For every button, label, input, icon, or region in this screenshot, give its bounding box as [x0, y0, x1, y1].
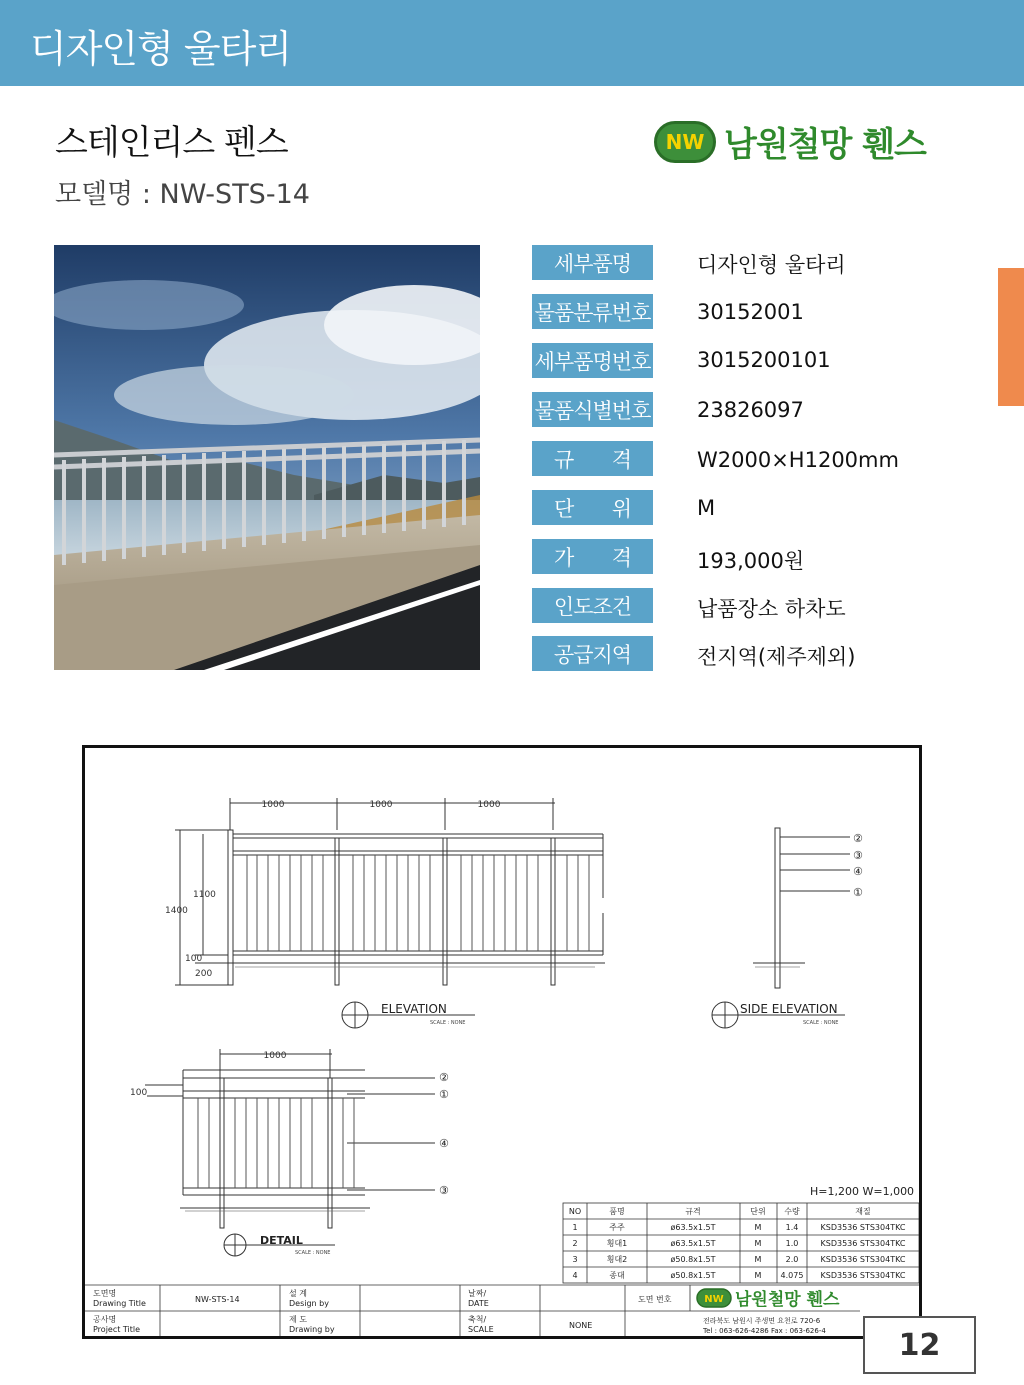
detail-marker-2: ② [439, 1071, 449, 1084]
side-marker-4: ④ [853, 865, 863, 878]
table-cell: 횡대2 [606, 1255, 628, 1264]
spec-label-price-b: 격 [611, 545, 631, 570]
dim-200: 200 [195, 969, 213, 979]
product-photo [54, 245, 480, 670]
table-cell: ø50.8x1.5T [670, 1271, 716, 1280]
side-tab [998, 268, 1024, 406]
table-cell: KSD3536 STS304TKC [820, 1255, 906, 1264]
table-cell: 1 [572, 1223, 578, 1232]
table-cell: 주주 [609, 1223, 625, 1232]
tb-date-en: DATE [468, 1299, 489, 1308]
header-title: 디자인형 울타리 [30, 27, 292, 71]
spec-label-region: 공급지역 [532, 636, 653, 671]
spec-label-unit [532, 490, 653, 525]
tb-drawn-en: Drawing by [289, 1325, 335, 1334]
detail-scale: SCALE : NONE [295, 1250, 331, 1256]
tb-drawing-title-ko: 도면명 [93, 1289, 117, 1298]
elevation-label: ELEVATION [381, 1002, 447, 1016]
tb-scale-value: NONE [569, 1321, 593, 1330]
table-cell: KSD3536 STS304TKC [820, 1271, 906, 1280]
dim-1400: 1400 [165, 906, 188, 916]
spec-label-detail-name: 세부품명 [532, 245, 653, 280]
spec-value-id-number: 23826097 [697, 398, 804, 422]
tb-brand-logo: NW [704, 1294, 724, 1305]
spec-label-id-number: 물품식별번호 [532, 392, 653, 427]
product-title: 스테인리스 펜스 [55, 123, 288, 163]
detail-marker-4: ④ [439, 1137, 449, 1150]
tb-date-ko: 날짜/ [468, 1289, 487, 1298]
spec-value-delivery: 납품장소 하차도 [697, 597, 846, 621]
table-cell: 4 [572, 1271, 578, 1280]
table-cell: 4.075 [780, 1271, 804, 1280]
table-cell: 종대 [609, 1271, 625, 1280]
table-cell: 2 [572, 1239, 578, 1248]
side-marker-2: ② [853, 832, 863, 845]
tb-design-ko: 설 계 [289, 1289, 307, 1298]
spec-label-price [532, 539, 653, 574]
spec-value-unit: M [697, 496, 716, 520]
dim-detail-100: 100 [130, 1088, 148, 1098]
table-cell: KSD3536 STS304TKC [820, 1239, 906, 1248]
table-cell: KSD3536 STS304TKC [820, 1223, 906, 1232]
model-name: 모델명 : NW-STS-14 [55, 179, 310, 210]
technical-drawing [82, 745, 922, 1339]
table-header-spec: 규격 [685, 1207, 701, 1216]
tb-project-ko: 공사명 [93, 1315, 117, 1324]
tb-drawing-no: 도면 번호 [638, 1295, 672, 1304]
size-note: H=1,200 W=1,000 [810, 1185, 915, 1198]
table-cell: M [754, 1255, 762, 1264]
spec-label-delivery: 인도조건 [532, 588, 653, 623]
table-cell: 3 [572, 1255, 578, 1264]
tb-brand [697, 1289, 840, 1310]
tb-scale-ko: 축척/ [468, 1315, 487, 1324]
table-header-name: 품명 [609, 1207, 625, 1216]
table-header-unit: 단위 [750, 1207, 766, 1216]
tb-scale-en: SCALE [468, 1325, 494, 1334]
spec-value-class-number: 30152001 [697, 300, 804, 324]
spec-label-unit-a: 단 [554, 496, 574, 521]
detail-marker-1: ① [439, 1088, 449, 1101]
detail-marker-3: ③ [439, 1184, 449, 1197]
spec-label-spec [532, 441, 653, 476]
spec-label-spec-b: 격 [611, 447, 631, 472]
table-cell: M [754, 1239, 762, 1248]
table-cell: ø63.5x1.5T [670, 1223, 716, 1232]
side-elevation-scale: SCALE : NONE [803, 1020, 839, 1026]
brand-name: 남원철망 휀스 [724, 125, 926, 165]
side-marker-1: ① [853, 886, 863, 899]
tb-drawing-title-en: Drawing Title [93, 1299, 146, 1308]
spec-value-spec: W2000×H1200mm [697, 448, 899, 472]
spec-value-detail-name: 디자인형 울타리 [697, 253, 846, 277]
table-cell: M [754, 1223, 762, 1232]
spec-label-spec-a: 규 [554, 447, 574, 472]
spec-value-detail-number: 3015200101 [697, 348, 831, 372]
spec-label-detail-number: 세부품명번호 [532, 343, 653, 378]
spec-label-class-number: 물품분류번호 [532, 294, 653, 329]
side-elevation-label: SIDE ELEVATION [740, 1002, 838, 1016]
spec-label-unit-b: 위 [611, 496, 631, 521]
tb-brand-name: 남원철망 휀스 [735, 1290, 840, 1310]
table-cell: M [754, 1271, 762, 1280]
table-cell: 1.4 [785, 1223, 799, 1232]
table-cell: ø63.5x1.5T [670, 1239, 716, 1248]
spec-label-price-a: 가 [554, 545, 574, 570]
side-marker-3: ③ [853, 849, 863, 862]
table-cell: 2.0 [785, 1255, 799, 1264]
tb-drawing-title-value: NW-STS-14 [195, 1295, 240, 1304]
spec-value-price: 193,000원 [697, 549, 805, 573]
table-cell: 1.0 [785, 1239, 799, 1248]
header-bar [0, 0, 1024, 86]
dim-span-1: 1000 [261, 800, 285, 810]
tb-drawn-ko: 제 도 [289, 1315, 307, 1324]
table-header-no: NO [568, 1207, 582, 1216]
detail-label: DETAIL [260, 1234, 303, 1247]
table-cell: 횡대1 [606, 1239, 628, 1248]
page-number: 12 [863, 1316, 976, 1374]
tb-design-en: Design by [289, 1299, 329, 1308]
brand [654, 117, 926, 166]
brand-logo: NW [654, 121, 716, 163]
dim-1100: 1100 [193, 890, 216, 900]
elevation-scale: SCALE : NONE [430, 1020, 466, 1026]
dim-span-2: 1000 [369, 800, 393, 810]
table-header-material: 재질 [855, 1207, 871, 1216]
table-header-qty: 수량 [784, 1207, 800, 1216]
table-cell: ø50.8x1.5T [670, 1255, 716, 1264]
tb-contact: Tel : 063-626-4286 Fax : 063-626-4 [703, 1327, 826, 1335]
tb-address: 전라북도 남원시 주생면 요천로 720-6 [703, 1317, 821, 1325]
dim-detail-span: 1000 [263, 1051, 287, 1061]
dim-span-3: 1000 [477, 800, 501, 810]
dim-100: 100 [185, 954, 203, 964]
tb-project-en: Project Title [93, 1325, 141, 1334]
spec-value-region: 전지역(제주제외) [697, 645, 856, 669]
